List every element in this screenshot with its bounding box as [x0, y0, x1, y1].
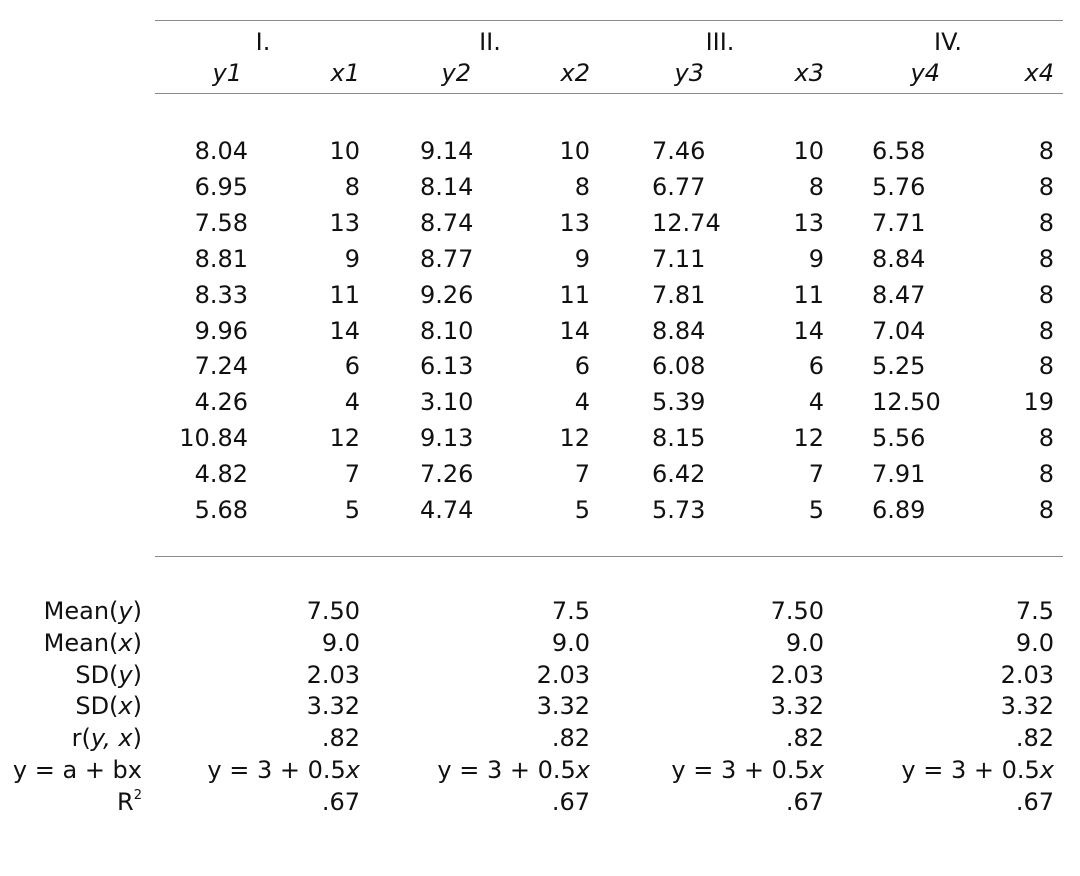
stat-label-sd-y: SD(y)	[75, 660, 142, 689]
cell-x4-row-9: 8	[1038, 424, 1054, 453]
cell-x3-row-9: 12	[793, 424, 824, 453]
stat-eq-group-1: y = 3 + 0.5x	[207, 756, 360, 784]
cell-x2-row-6: 14	[559, 316, 590, 345]
cell-x2-row-3: 13	[559, 208, 590, 237]
cell-x1-row-2: 8	[344, 172, 360, 201]
cell-x3-row-8: 4	[808, 388, 824, 417]
cell-y3-row-2: 6.77	[652, 172, 706, 201]
stat-mean-x-group-2: 9.0	[551, 628, 590, 657]
stat-sd-y-group-3: 2.03	[770, 660, 824, 689]
cell-x2-row-1: 10	[559, 137, 590, 165]
cell-x3-row-11: 5	[808, 496, 824, 524]
cell-x4-row-5: 8	[1038, 280, 1054, 309]
cell-x1-row-1: 10	[329, 137, 360, 165]
cell-y1-row-4: 8.81	[194, 244, 248, 273]
group-heading-2: II.	[479, 28, 501, 56]
group-heading-3: III.	[705, 28, 735, 56]
cell-y2-row-2: 8.14	[420, 172, 474, 201]
stat-r2-group-2: .67	[551, 787, 590, 816]
cell-x3-row-2: 8	[808, 172, 824, 201]
cell-x2-row-5: 11	[559, 280, 590, 309]
cell-x4-row-11: 8	[1038, 496, 1054, 524]
cell-y3-row-11: 5.73	[652, 496, 706, 524]
cell-x4-row-7: 8	[1038, 352, 1054, 381]
cell-x3-row-10: 7	[808, 460, 824, 489]
column-header-x1: x1	[330, 59, 360, 87]
cell-y2-row-4: 8.77	[420, 244, 474, 273]
cell-x1-row-11: 5	[344, 496, 360, 524]
cell-x3-row-3: 13	[793, 208, 824, 237]
stat-eq-group-4: y = 3 + 0.5x	[901, 756, 1054, 784]
stat-eq-group-3: y = 3 + 0.5x	[671, 756, 824, 784]
cell-x3-row-6: 14	[793, 316, 824, 345]
cell-x3-row-5: 11	[793, 280, 824, 309]
stat-mean-y-group-3: 7.50	[770, 597, 824, 625]
cell-y1-row-11: 5.68	[194, 496, 248, 524]
cell-y2-row-9: 9.13	[420, 424, 474, 453]
cell-x3-row-7: 6	[808, 352, 824, 381]
cell-x1-row-4: 9	[344, 244, 360, 273]
cell-x1-row-6: 14	[329, 316, 360, 345]
stat-sd-y-group-4: 2.03	[1000, 660, 1054, 689]
cell-y3-row-10: 6.42	[652, 460, 706, 489]
stat-mean-y-group-1: 7.50	[306, 597, 360, 625]
cell-y1-row-6: 9.96	[194, 316, 248, 345]
stat-r-group-4: .82	[1015, 724, 1054, 753]
cell-x2-row-11: 5	[574, 496, 590, 524]
cell-x4-row-1: 8	[1038, 137, 1054, 165]
cell-y4-row-11: 6.89	[872, 496, 926, 524]
stat-r2-group-3: .67	[785, 787, 824, 816]
column-header-y3: y3	[674, 59, 704, 87]
cell-x2-row-9: 12	[559, 424, 590, 453]
cell-x1-row-5: 11	[329, 280, 360, 309]
cell-y4-row-4: 8.84	[872, 244, 926, 273]
cell-x4-row-8: 19	[1023, 388, 1054, 417]
data-bottom-rule	[155, 556, 1063, 557]
group-heading-4: IV.	[933, 28, 963, 56]
top-rule	[155, 20, 1063, 21]
stat-eq-group-2: y = 3 + 0.5x	[437, 756, 590, 784]
cell-y2-row-10: 7.26	[420, 460, 474, 489]
cell-y3-row-8: 5.39	[652, 388, 706, 417]
cell-x3-row-1: 10	[793, 137, 824, 165]
cell-x4-row-3: 8	[1038, 208, 1054, 237]
stat-mean-x-group-4: 9.0	[1015, 628, 1054, 657]
cell-y4-row-5: 8.47	[872, 280, 926, 309]
cell-y2-row-6: 8.10	[420, 316, 474, 345]
column-header-x4: x4	[1024, 59, 1054, 87]
cell-y1-row-5: 8.33	[194, 280, 248, 309]
cell-x1-row-3: 13	[329, 208, 360, 237]
cell-y1-row-10: 4.82	[194, 460, 248, 489]
cell-y4-row-6: 7.04	[872, 316, 926, 345]
column-header-y1: y1	[212, 59, 242, 87]
stat-label-sd-x: SD(x)	[75, 692, 142, 721]
stat-sd-y-group-1: 2.03	[306, 660, 360, 689]
cell-x1-row-9: 12	[329, 424, 360, 453]
stat-label-mean-x: Mean(x)	[43, 628, 142, 657]
cell-y4-row-2: 5.76	[872, 172, 926, 201]
cell-y3-row-3: 12.74	[652, 208, 721, 237]
stat-sd-x-group-4: 3.32	[1000, 692, 1054, 721]
cell-y1-row-8: 4.26	[194, 388, 248, 417]
column-header-x2: x2	[560, 59, 590, 87]
stat-mean-y-group-2: 7.5	[551, 597, 590, 625]
cell-x3-row-4: 9	[808, 244, 824, 273]
stat-sd-y-group-2: 2.03	[536, 660, 590, 689]
stat-r-group-1: .82	[321, 724, 360, 753]
stat-mean-y-group-4: 7.5	[1015, 597, 1054, 625]
stat-mean-x-group-3: 9.0	[785, 628, 824, 657]
cell-y1-row-1: 8.04	[194, 137, 248, 165]
column-header-y4: y4	[910, 59, 940, 87]
cell-y4-row-3: 7.71	[872, 208, 926, 237]
stat-r2-group-4: .67	[1015, 787, 1054, 816]
cell-y3-row-9: 8.15	[652, 424, 706, 453]
cell-y1-row-3: 7.58	[194, 208, 248, 237]
group-heading-1: I.	[255, 28, 271, 56]
stat-sd-x-group-3: 3.32	[770, 692, 824, 721]
cell-x1-row-7: 6	[344, 352, 360, 381]
cell-y2-row-11: 4.74	[420, 496, 474, 524]
cell-y4-row-1: 6.58	[872, 137, 926, 165]
cell-y4-row-10: 7.91	[872, 460, 926, 489]
cell-y4-row-8: 12.50	[872, 388, 941, 417]
stat-r-group-3: .82	[785, 724, 824, 753]
cell-y2-row-5: 9.26	[420, 280, 474, 309]
stat-r-group-2: .82	[551, 724, 590, 753]
cell-x4-row-2: 8	[1038, 172, 1054, 201]
cell-x4-row-10: 8	[1038, 460, 1054, 489]
stat-label-mean-y: Mean(y)	[43, 597, 142, 625]
cell-y3-row-4: 7.11	[652, 244, 706, 273]
cell-y1-row-7: 7.24	[194, 352, 248, 381]
cell-y1-row-2: 6.95	[194, 172, 248, 201]
cell-y3-row-1: 7.46	[652, 137, 706, 165]
cell-y3-row-6: 8.84	[652, 316, 706, 345]
cell-x2-row-8: 4	[574, 388, 590, 417]
cell-x2-row-2: 8	[574, 172, 590, 201]
cell-y2-row-1: 9.14	[420, 137, 474, 165]
cell-y2-row-7: 6.13	[420, 352, 474, 381]
cell-x1-row-8: 4	[344, 388, 360, 417]
header-rule	[155, 93, 1063, 94]
cell-x1-row-10: 7	[344, 460, 360, 489]
stat-label-eq: y = a + bx	[12, 756, 142, 784]
cell-y4-row-9: 5.56	[872, 424, 926, 453]
cell-x2-row-4: 9	[574, 244, 590, 273]
cell-y2-row-3: 8.74	[420, 208, 474, 237]
cell-x2-row-7: 6	[574, 352, 590, 381]
column-header-x3: x3	[794, 59, 824, 87]
cell-y3-row-7: 6.08	[652, 352, 706, 381]
stat-mean-x-group-1: 9.0	[321, 628, 360, 657]
cell-y1-row-9: 10.84	[179, 424, 248, 453]
stat-label-r2: $R^2$	[117, 787, 142, 816]
stat-sd-x-group-1: 3.32	[306, 692, 360, 721]
cell-x4-row-4: 8	[1038, 244, 1054, 273]
stat-label-r: r(y, x)	[71, 724, 142, 753]
column-header-y2: y2	[441, 59, 471, 87]
cell-y4-row-7: 5.25	[872, 352, 926, 381]
cell-y3-row-5: 7.81	[652, 280, 706, 309]
cell-x2-row-10: 7	[574, 460, 590, 489]
cell-y2-row-8: 3.10	[420, 388, 474, 417]
stat-sd-x-group-2: 3.32	[536, 692, 590, 721]
stat-r2-group-1: .67	[321, 787, 360, 816]
cell-x4-row-6: 8	[1038, 316, 1054, 345]
